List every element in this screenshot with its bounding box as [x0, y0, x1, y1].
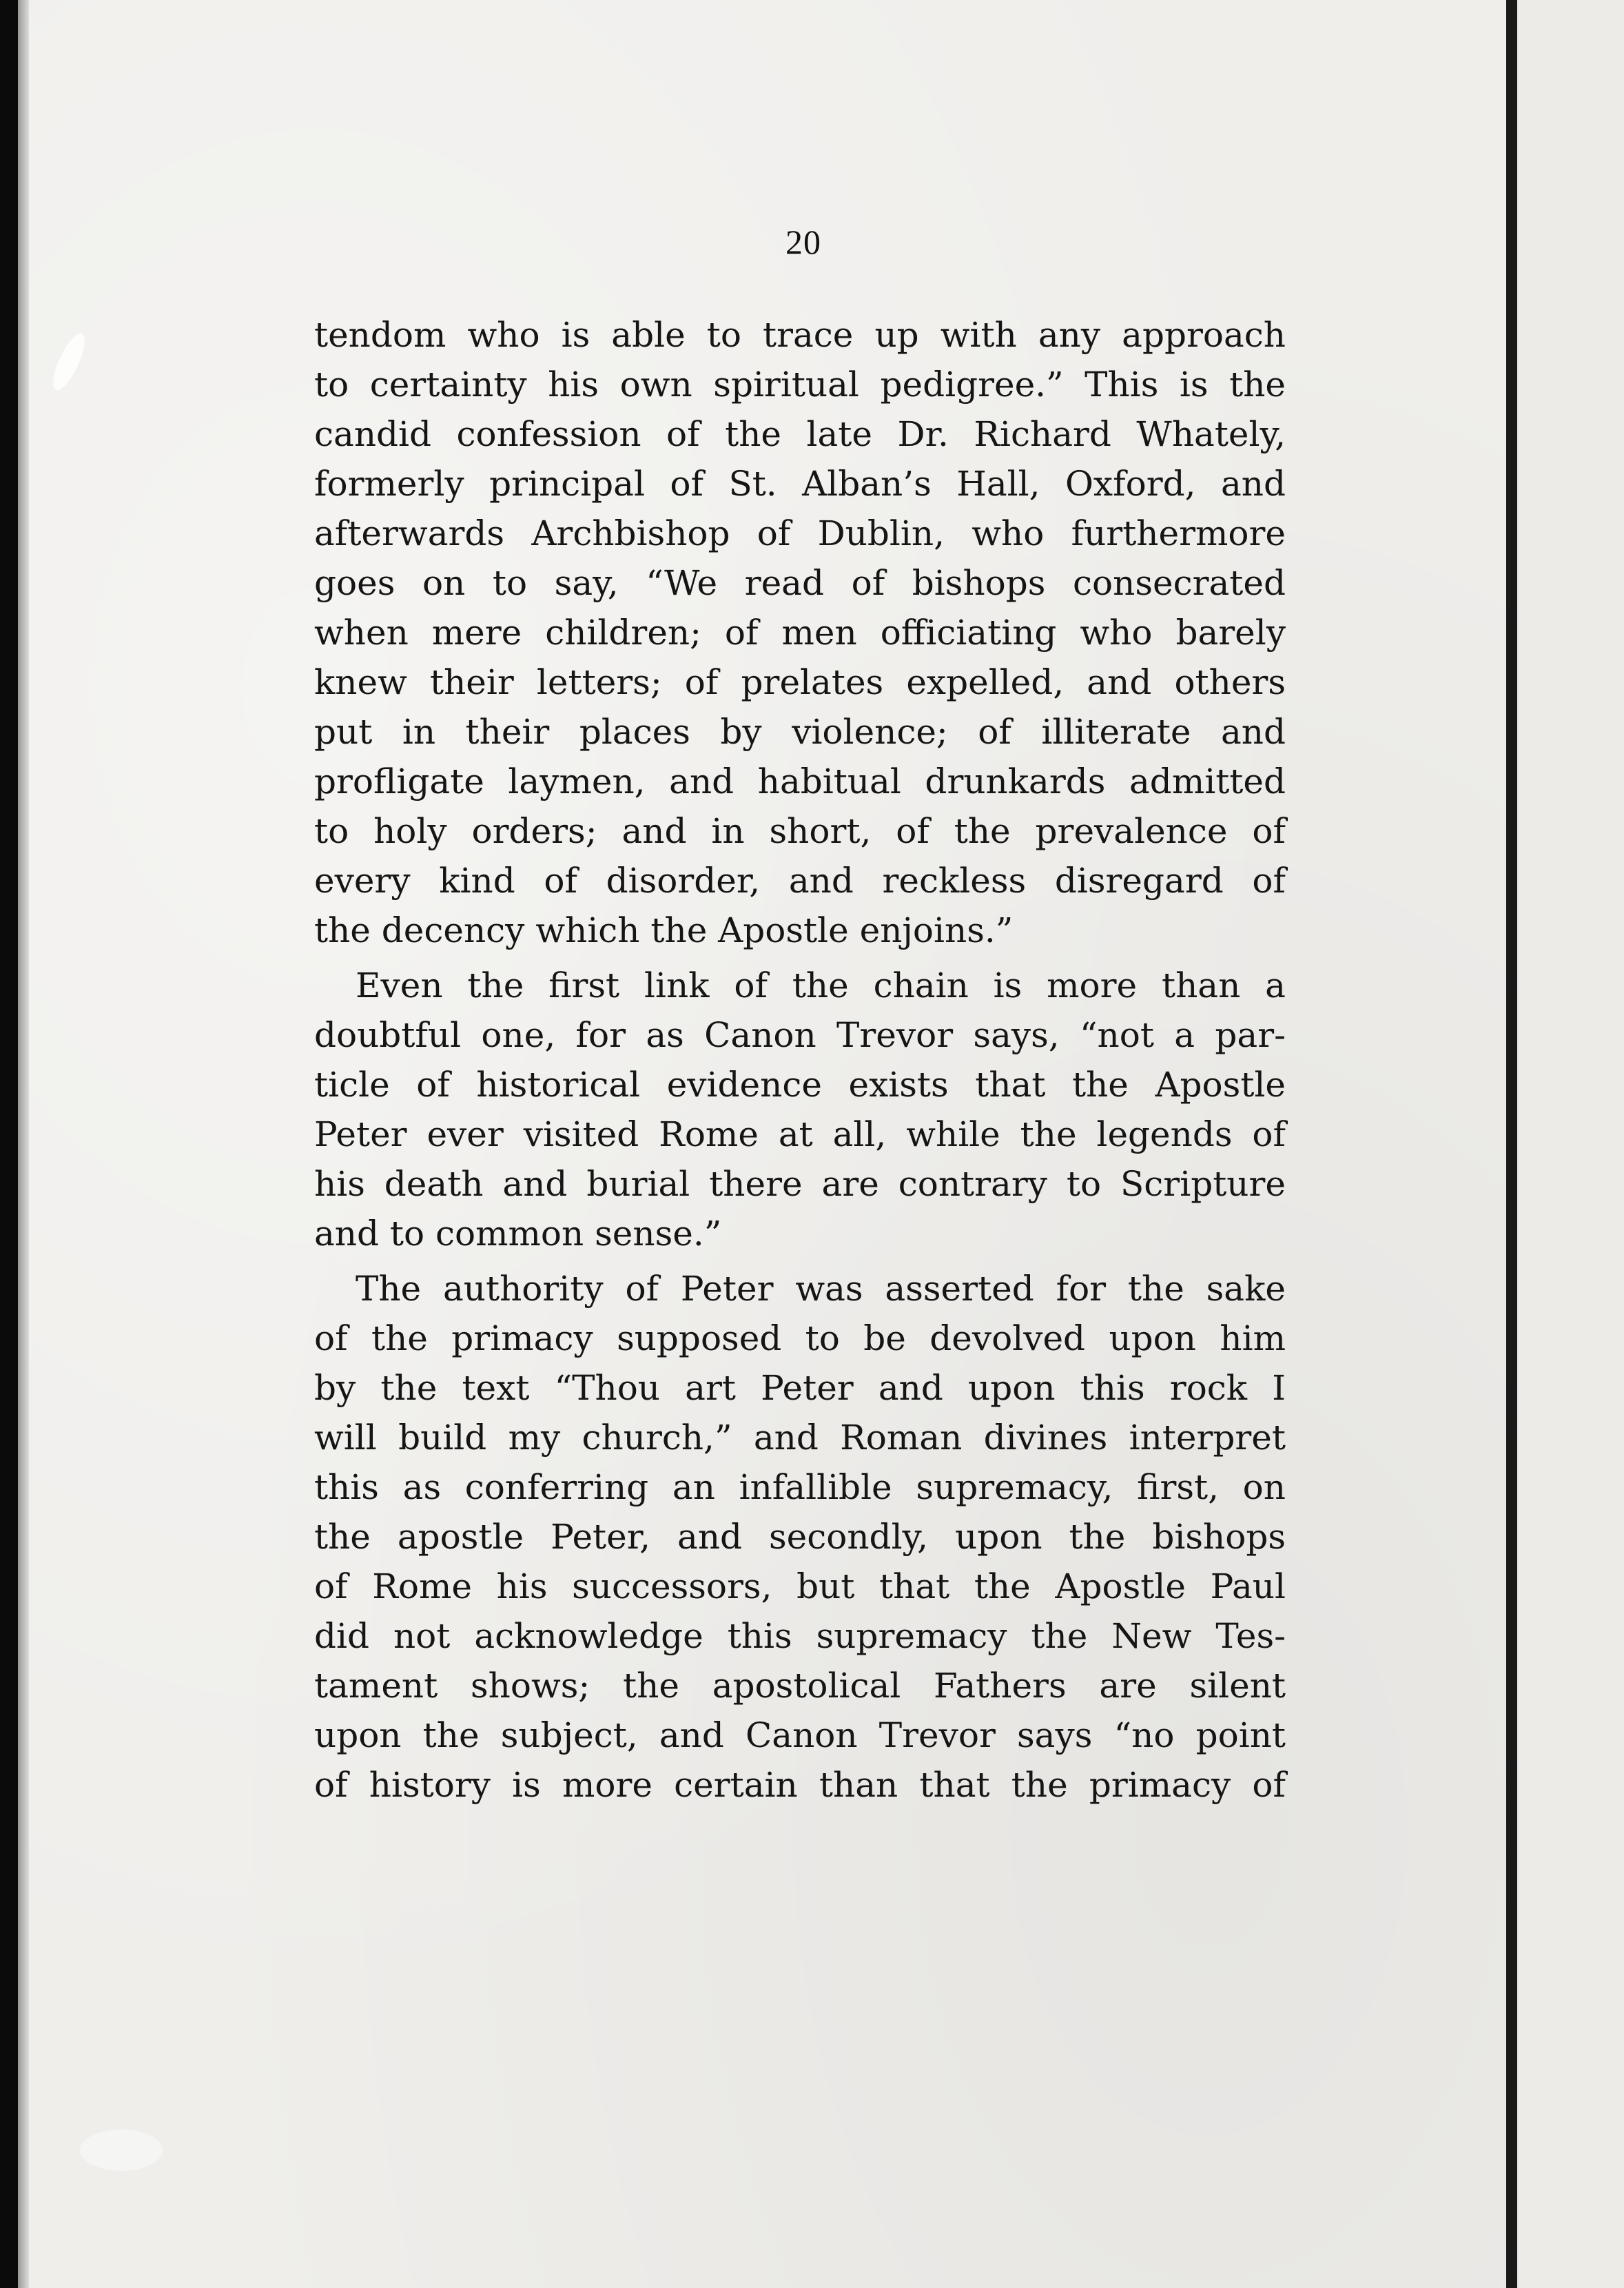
facing-page-edge [1517, 0, 1624, 2288]
text-line: ticle of historical evidence exists that the Apostle [314, 1065, 1286, 1105]
paragraph-2 [314, 961, 1286, 1258]
text-line: the apostle Peter, and secondly, upon the bishops [314, 1517, 1286, 1557]
page-gutter-edge [18, 0, 29, 2288]
text-line: profligate laymen, and habitual drunkards admitted [314, 762, 1286, 801]
text-line: tament shows; the apostolical Fathers are silent [314, 1666, 1286, 1706]
text-line: Even the first link of the chain is more than a [356, 966, 1286, 1005]
text-line: of the primacy supposed to be devolved upon him [314, 1318, 1286, 1358]
text-line: his death and burial there are contrary to Scripture [314, 1164, 1286, 1204]
text-line: afterwards Archbishop of Dublin, who furthermore [314, 513, 1286, 553]
text-line: tendom who is able to trace up with any approach [314, 315, 1286, 355]
text-line: when mere children; of men officiating who barely [314, 613, 1286, 653]
text-line: candid confession of the late Dr. Richard Whately, [314, 414, 1286, 454]
paragraph-1 [314, 310, 1286, 955]
text-line: doubtful one, for as Canon Trevor says, “not a par- [314, 1015, 1286, 1055]
text-line: knew their letters; of prelates expelled, and others [314, 662, 1286, 702]
scan-smudge [80, 2129, 163, 2171]
text-line: the decency which the Apostle enjoins.” [314, 910, 1014, 950]
text-line: goes on to say, “We read of bishops consecrated [314, 563, 1286, 603]
paragraph-gap [314, 1258, 1286, 1264]
book-page [18, 0, 1506, 2288]
paragraph-gap [314, 955, 1286, 961]
text-line: did not acknowledge this supremacy the New Tes- [314, 1616, 1286, 1656]
text-line: Peter ever visited Rome at all, while the legends of [314, 1114, 1286, 1154]
body-text [314, 310, 1286, 1810]
text-line: of history is more certain than that the primacy of [314, 1765, 1286, 1805]
text-line: every kind of disorder, and reckless disregard of [314, 861, 1286, 901]
text-line: The authority of Peter was asserted for the sake [356, 1269, 1286, 1309]
text-line: this as conferring an infallible supremacy, first, on [314, 1467, 1286, 1507]
text-line: of Rome his successors, but that the Apostle Paul [314, 1566, 1286, 1606]
text-line: will build my church,” and Roman divines interpret [314, 1418, 1286, 1458]
text-line: put in their places by violence; of illiterate and [314, 712, 1286, 752]
text-line: to certainty his own spiritual pedigree.” This is the [314, 365, 1286, 405]
page-number: 20 [785, 223, 821, 261]
scan-smudge [47, 329, 90, 394]
text-line: upon the subject, and Canon Trevor says “no point [314, 1715, 1286, 1755]
text-line: to holy orders; and in short, of the prevalence of [314, 811, 1286, 851]
text-line: and to common sense.” [314, 1214, 722, 1254]
text-line: formerly principal of St. Alban’s Hall, Oxford, and [314, 464, 1286, 504]
text-line: by the text “Thou art Peter and upon this rock I [314, 1368, 1286, 1408]
paragraph-3 [314, 1264, 1286, 1810]
page-binding-shadow [1506, 0, 1517, 2288]
